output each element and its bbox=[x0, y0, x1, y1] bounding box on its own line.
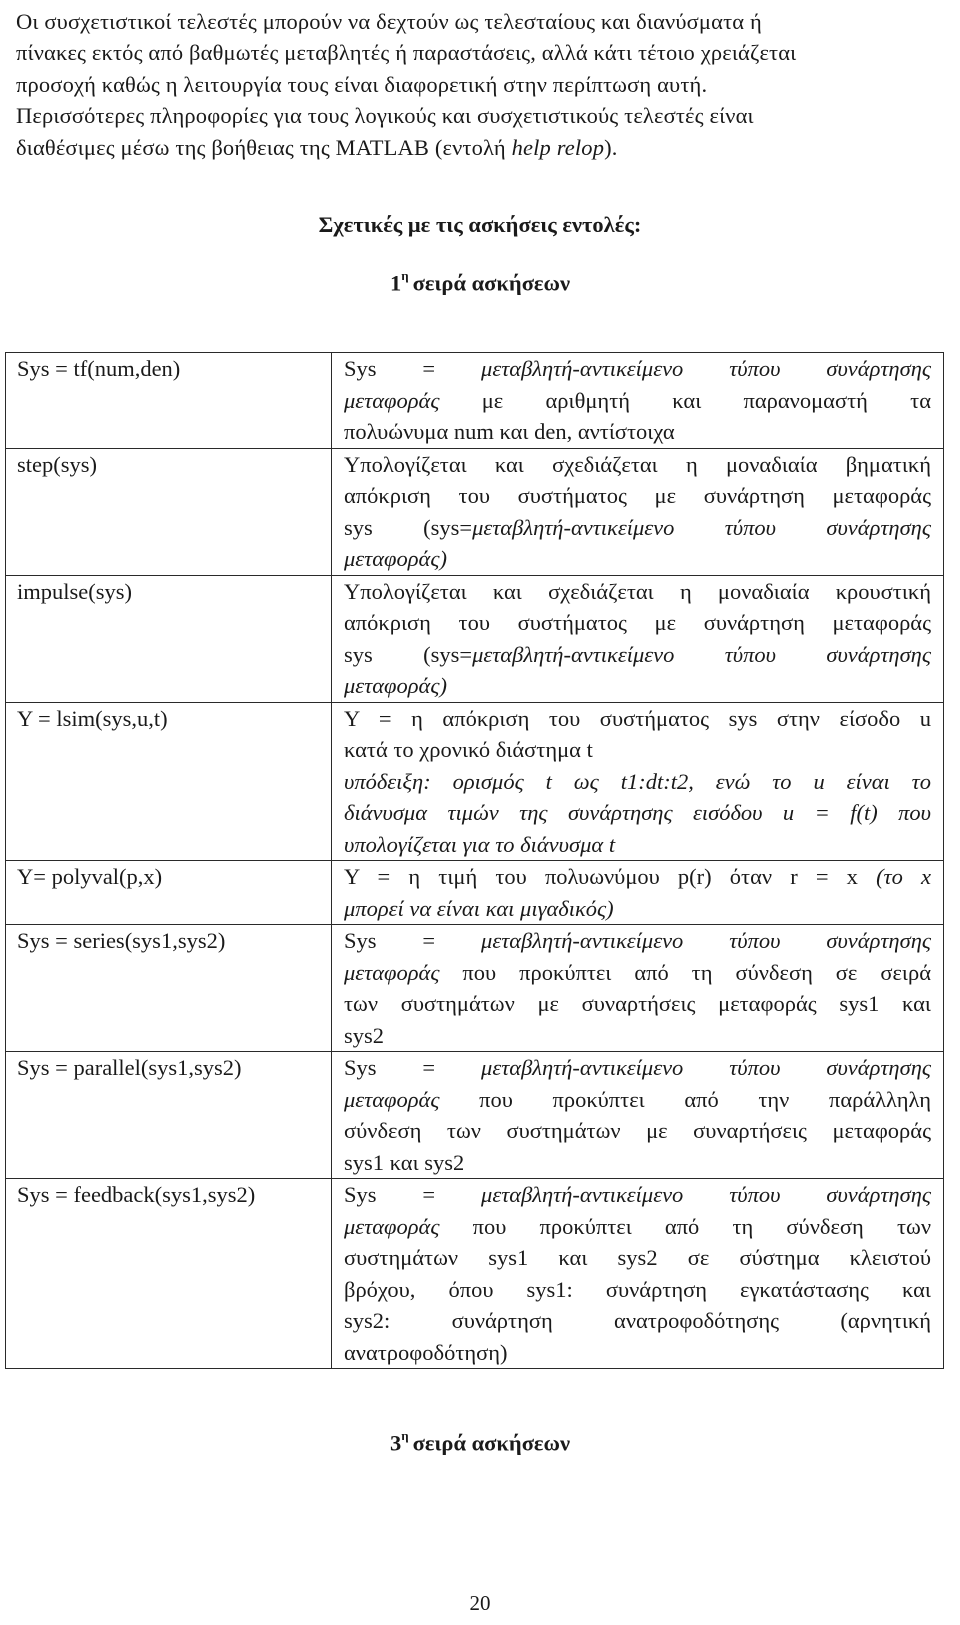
command-cell: impulse(sys) bbox=[6, 575, 332, 702]
italic-text: μεταφοράς bbox=[344, 959, 440, 985]
intro-line: προσοχή καθώς η λειτουργία τους είναι διαφορετική στην περίπτωση αυτή. bbox=[16, 71, 708, 97]
intro-text: ). bbox=[604, 134, 618, 160]
text-segment: βρόχου, όπου sys1: συνάρτηση εγκατάστασης και bbox=[344, 1276, 931, 1302]
text-segment: Υπολογίζεται και σχεδιάζεται η μοναδιαία κρουστική bbox=[344, 578, 931, 604]
description-line bbox=[344, 829, 931, 861]
description-line bbox=[344, 988, 931, 1020]
text-segment: κατά το χρονικό διάστημα t bbox=[344, 737, 593, 762]
italic-text: υπολογίζεται για το διάνυσμα t bbox=[344, 831, 616, 857]
intro-text: διαθέσιμες μέσω της βοήθειας της MATLAB (εντολή bbox=[16, 134, 512, 160]
series-ordinal: η bbox=[401, 1428, 409, 1443]
italic-text: μεταβλητή-αντικείμενο τύπου συνάρτησης bbox=[481, 928, 931, 953]
description-line bbox=[344, 449, 931, 481]
description-line bbox=[344, 1179, 931, 1211]
series-text: σειρά ασκήσεων bbox=[412, 270, 571, 296]
series-text: σειρά ασκήσεων bbox=[412, 1430, 571, 1456]
description-line bbox=[344, 1115, 931, 1147]
description-line bbox=[344, 639, 931, 671]
text-segment: συστημάτων sys1 και sys2 σε σύστημα κλειστού bbox=[344, 1245, 931, 1270]
description-line bbox=[344, 480, 931, 512]
table-row bbox=[6, 861, 944, 925]
series-number: 3 bbox=[389, 1430, 402, 1456]
text-segment: sys (sys= bbox=[344, 514, 473, 540]
description-line bbox=[344, 1052, 931, 1084]
description-cell bbox=[332, 448, 944, 575]
description-line bbox=[344, 861, 931, 893]
description-line bbox=[344, 543, 931, 575]
text-segment: sys1 και sys2 bbox=[344, 1149, 465, 1175]
description-line bbox=[344, 1274, 931, 1306]
table-row bbox=[6, 353, 944, 449]
series-ordinal: η bbox=[401, 268, 409, 283]
description-line bbox=[344, 1242, 931, 1274]
description-line bbox=[344, 1337, 931, 1369]
table-row bbox=[6, 702, 944, 861]
command-cell: Sys = parallel(sys1,sys2) bbox=[6, 1052, 332, 1179]
description-line bbox=[344, 734, 931, 766]
italic-text: διάνυσμα τιμών της συνάρτησης εισόδου u = f(t) που bbox=[344, 800, 931, 825]
text-segment: που προκύπτει από τη σύνδεση των bbox=[439, 1213, 931, 1239]
italic-text: μεταβλητή-αντικείμενο τύπου συνάρτησης bbox=[481, 356, 931, 381]
text-segment: Sys = bbox=[344, 928, 482, 953]
description-line bbox=[344, 576, 931, 608]
command-cell: Y= polyval(p,x) bbox=[6, 861, 332, 925]
text-segment: sys (sys= bbox=[344, 641, 473, 667]
text-segment: απόκριση του συστήματος με συνάρτηση μεταφοράς bbox=[344, 483, 931, 508]
intro-line: πίνακες εκτός από βαθμωτές μεταβλητές ή παραστάσεις, αλλά κάτι τέτοιο χρειάζεται bbox=[16, 40, 797, 66]
description-line bbox=[344, 1084, 931, 1116]
text-segment: Y = η απόκριση του συστήματος sys στην είσοδο u bbox=[344, 705, 931, 731]
italic-text: μπορεί να είναι και μιγαδικός) bbox=[344, 895, 614, 921]
table-row bbox=[6, 575, 944, 702]
description-cell bbox=[332, 702, 944, 861]
italic-text: μεταβλητή-αντικείμενο τύπου συνάρτησης bbox=[472, 514, 931, 540]
description-line bbox=[344, 1305, 931, 1337]
italic-text: (το x bbox=[876, 864, 931, 889]
text-segment: Sys = bbox=[344, 1055, 482, 1080]
table-row bbox=[6, 448, 944, 575]
italic-text: μεταφοράς) bbox=[344, 673, 447, 698]
series-1-heading bbox=[0, 270, 960, 297]
intro-line: Περισσότερες πληροφορίες για τους λογικούς και συσχετιστικούς τελεστές είναι bbox=[16, 103, 754, 129]
description-line bbox=[344, 797, 931, 829]
description-line bbox=[344, 893, 931, 925]
intro-line bbox=[16, 132, 944, 163]
description-cell bbox=[332, 925, 944, 1052]
text-segment: Υπολογίζεται και σχεδιάζεται η μοναδιαία βηματική bbox=[344, 451, 931, 477]
description-line bbox=[344, 385, 931, 417]
description-line bbox=[344, 353, 931, 385]
page-number: 20 bbox=[469, 1591, 491, 1615]
text-segment: Sys = bbox=[344, 1182, 482, 1207]
command-cell: Sys = series(sys1,sys2) bbox=[6, 925, 332, 1052]
command-cell: Y = lsim(sys,u,t) bbox=[6, 702, 332, 861]
description-line bbox=[344, 512, 931, 544]
description-line bbox=[344, 1147, 931, 1179]
series-3-heading bbox=[0, 1430, 960, 1457]
italic-text: μεταβλητή-αντικείμενο τύπου συνάρτησης bbox=[481, 1055, 931, 1080]
description-cell bbox=[332, 861, 944, 925]
description-line bbox=[344, 607, 931, 639]
italic-text: μεταβλητή-αντικείμενο τύπου συνάρτησης bbox=[472, 641, 931, 667]
text-segment: με αριθμητή και παρανομαστή τα bbox=[439, 387, 931, 413]
description-cell bbox=[332, 575, 944, 702]
section-title: Σχετικές με τις ασκήσεις εντολές: bbox=[318, 212, 642, 237]
text-segment: σύνδεση των συστημάτων με συναρτήσεις μεταφοράς bbox=[344, 1118, 931, 1143]
description-line bbox=[344, 1020, 931, 1052]
commands-table bbox=[5, 352, 944, 1369]
italic-text: μεταφοράς) bbox=[344, 546, 447, 571]
description-line bbox=[344, 957, 931, 989]
text-segment: Sys = bbox=[344, 356, 482, 381]
text-segment: sys2: συνάρτηση ανατροφοδότησης (αρνητική bbox=[344, 1308, 931, 1333]
italic-text: μεταφοράς bbox=[344, 1213, 440, 1239]
text-segment: που προκύπτει από την παράλληλη bbox=[439, 1086, 931, 1112]
description-cell bbox=[332, 353, 944, 449]
text-segment: sys2 bbox=[344, 1022, 385, 1048]
text-segment: απόκριση του συστήματος με συνάρτηση μεταφοράς bbox=[344, 610, 931, 635]
command-cell: step(sys) bbox=[6, 448, 332, 575]
intro-line: Οι συσχετιστικοί τελεστές μπορούν να δεχτούν ως τελεσταίους και διανύσματα ή bbox=[16, 9, 762, 34]
italic-text: υπόδειξη: ορισμός t ως t1:dt:t2, ενώ το u είναι το bbox=[344, 768, 931, 794]
description-line bbox=[344, 703, 931, 735]
description-line bbox=[344, 925, 931, 957]
italic-text: μεταφοράς bbox=[344, 387, 440, 413]
command-cell: Sys = feedback(sys1,sys2) bbox=[6, 1179, 332, 1369]
intro-paragraph bbox=[16, 6, 944, 163]
series-number: 1 bbox=[389, 270, 402, 296]
description-line bbox=[344, 1211, 931, 1243]
description-line bbox=[344, 670, 931, 702]
text-segment: πολυώνυμα num και den, αντίστοιχα bbox=[344, 419, 675, 444]
description-cell bbox=[332, 1179, 944, 1369]
text-segment: που προκύπτει από τη σύνδεση σε σειρά bbox=[439, 959, 931, 985]
table-row bbox=[6, 1052, 944, 1179]
description-line bbox=[344, 416, 931, 448]
italic-text: μεταβλητή-αντικείμενο τύπου συνάρτησης bbox=[481, 1182, 931, 1207]
text-segment: Y = η τιμή του πολυωνύμου p(r) όταν r = x bbox=[344, 864, 877, 889]
description-cell bbox=[332, 1052, 944, 1179]
description-line bbox=[344, 766, 931, 798]
table-row bbox=[6, 1179, 944, 1369]
intro-command: help relop bbox=[511, 134, 605, 160]
command-cell: Sys = tf(num,den) bbox=[6, 353, 332, 449]
text-segment: ανατροφοδότηση) bbox=[344, 1339, 508, 1365]
italic-text: μεταφοράς bbox=[344, 1086, 440, 1112]
table-row bbox=[6, 925, 944, 1052]
text-segment: των συστημάτων με συναρτήσεις μεταφοράς sys1 και bbox=[344, 991, 931, 1016]
